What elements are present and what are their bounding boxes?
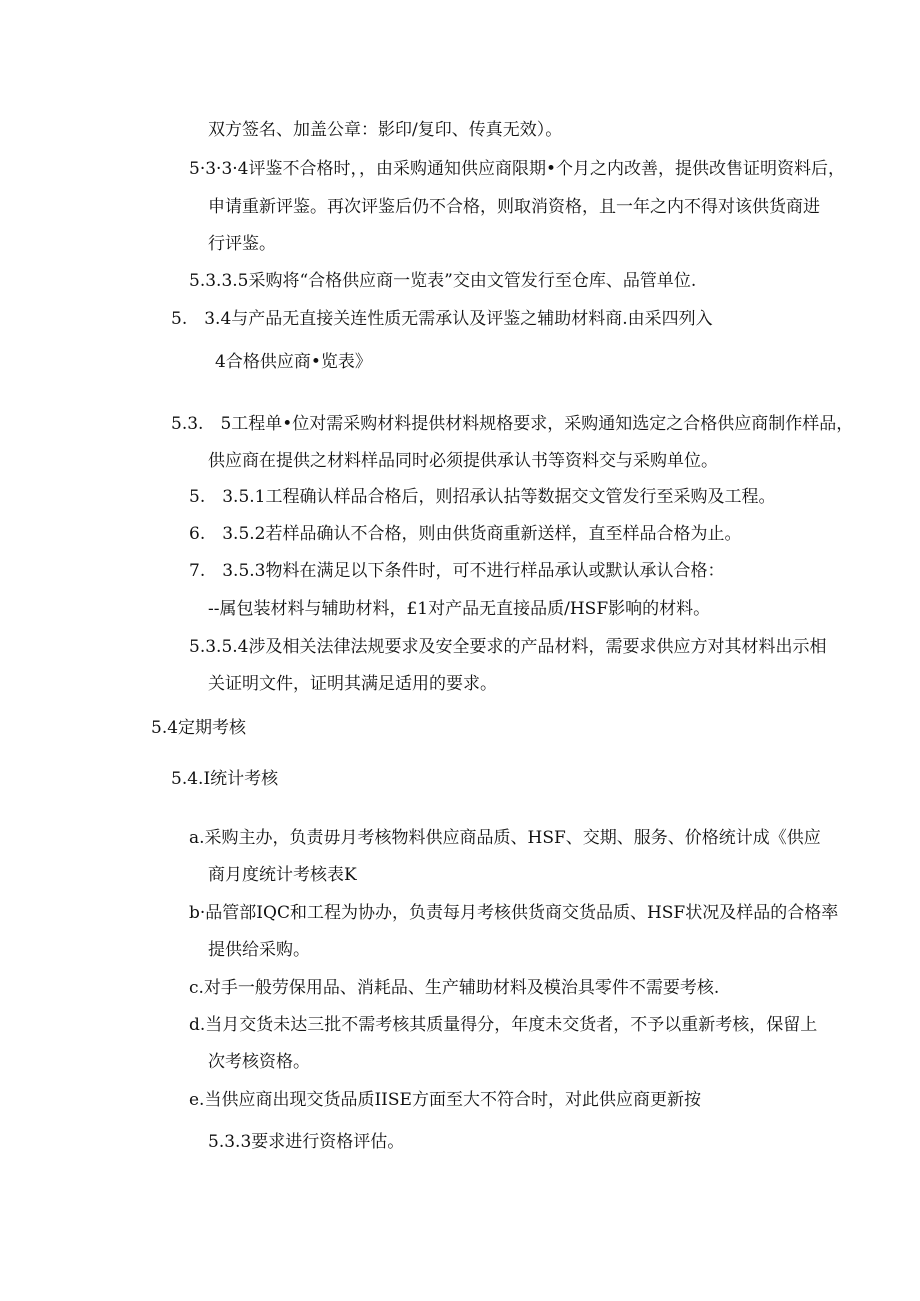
text-line: 7. 3.5.3物料在满足以下条件时，可不进行样品承认或默认承认合格：	[189, 561, 725, 581]
text-line: 关证明文件，证明其满足适用的要求。	[208, 674, 497, 694]
subsection-heading: 5.4.I统计考核	[171, 769, 279, 789]
text-line: 申请重新评鉴。再次评鉴后仍不合格，则取消资格，且一年之内不得对该供货商进	[208, 197, 820, 217]
text-line: --属包装材料与辅助材料，£1对产品无直接品质/HSF影响的材料。	[208, 599, 711, 619]
text-line: 5.3.3要求进行资格评估。	[208, 1132, 405, 1152]
text-line: c.对手一般劳保用品、消耗品、生产辅助材料及模治具零件不需要考核.	[189, 978, 720, 998]
text-line: a.采购主办，负责毋月考核物料供应商品质、HSF、交期、服务、价格统计成《供应	[189, 828, 821, 848]
text-line: 商月度统计考核表K	[208, 865, 357, 885]
text-line: 5. 3.5.1工程确认样品合格后，则招承认拈等数据交文管发行至采购及工程。	[189, 487, 776, 507]
text-line: e.当供应商出现交货品质IISE方面至大不符合时，对此供应商更新按	[189, 1090, 701, 1110]
text-line: 5. 3.4与产品无直接关连性质无需承认及评鉴之辅助材料商.由采四列入	[171, 309, 713, 329]
text-line: 5.3.3.5采购将“合格供应商一览表”交由文管发行至仓库、品管单位.	[189, 271, 697, 291]
text-line: 供应商在提供之材料样品同时必须提供承认书等资料交与采购单位。	[208, 451, 718, 471]
text-line: 5.3. 5工程单•位对需采购材料提供材料规格要求，采购通知选定之合格供应商制作样品，	[171, 414, 854, 434]
text-line: 双方签名、加盖公章：影印/复印、传真无效）。	[208, 120, 563, 140]
text-line: b·品管部IQC和工程为协办，负责每月考核供货商交货品质、HSF状况及样品的合格率	[189, 903, 839, 923]
text-line: 提供给采购。	[208, 940, 310, 960]
text-line: 5·3·3·4评鉴不合格时，，由采购通知供应商限期•个月之内改善，提供改售证明资料后，	[189, 159, 846, 179]
text-line: 次考核资格。	[208, 1052, 310, 1072]
text-line: 6. 3.5.2若样品确认不合格，则由供货商重新送样，直至样品合格为止。	[189, 524, 742, 544]
text-line: 4合格供应商•览表》	[215, 352, 372, 372]
text-line: 5.3.5.4涉及相关法律法规要求及安全要求的产品材料，需要求供应方对其材料出示相	[189, 637, 827, 657]
section-heading: 5.4定期考核	[151, 718, 247, 738]
text-line: d.当月交货未达三批不需考核其质量得分，年度未交货者，不予以重新考核，保留上	[189, 1015, 818, 1035]
text-line: 行评鉴。	[208, 234, 276, 254]
